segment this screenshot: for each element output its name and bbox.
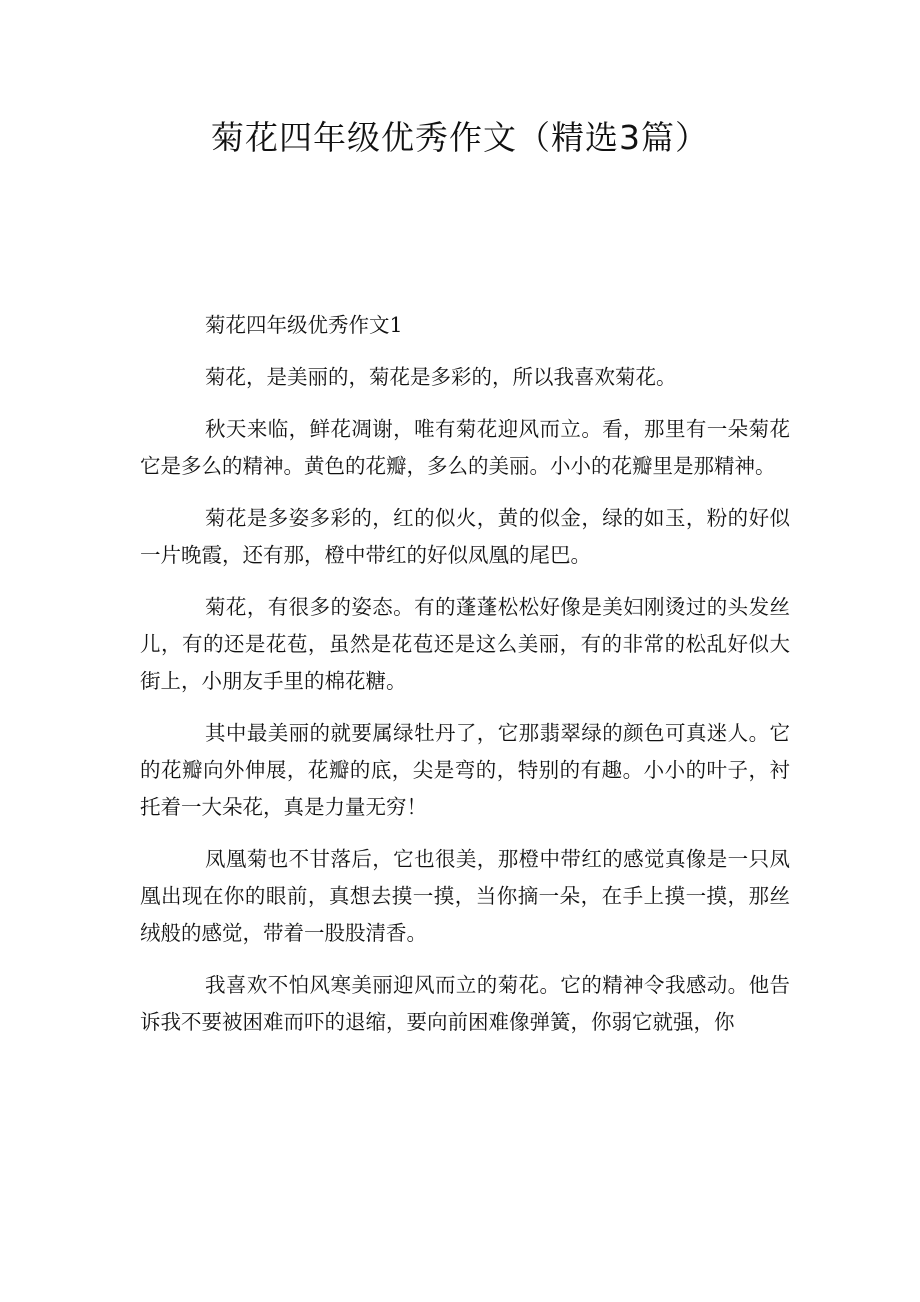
- paragraph: 凤凰菊也不甘落后，它也很美，那橙中带红的感觉真像是一只凤凰出现在你的眼前，真想去摸一摸，当你摘一朵，在手上摸一摸，那丝绒般的感觉，带着一股股清香。: [140, 847, 790, 945]
- paragraph: 菊花，是美丽的，菊花是多彩的，所以我喜欢菊花。: [205, 365, 677, 389]
- paragraph: 我喜欢不怕风寒美丽迎风而立的菊花。它的精神令我感动。他告诉我不要被困难而吓的退缩，要向前困难像弹簧，你弱它就强，你: [140, 973, 790, 1034]
- paragraph: 菊花是多姿多彩的，红的似火，黄的似金，绿的如玉，粉的好似一片晚霞，还有那，橙中带红的好似凤凰的尾巴。: [140, 506, 790, 567]
- paragraph: 秋天来临，鲜花凋谢，唯有菊花迎风而立。看，那里有一朵菊花它是多么的精神。黄色的花瓣，多么的美丽。小小的花瓣里是那精神。: [140, 417, 790, 478]
- paragraph: 其中最美丽的就要属绿牡丹了，它那翡翠绿的颜色可真迷人。它的花瓣向外伸展，花瓣的底，尖是弯的，特别的有趣。小小的叶子，衬托着一大朵花，真是力量无穷！: [140, 721, 790, 819]
- document-body: [140, 307, 790, 1056]
- document-title: 菊花四年级优秀作文（精选3篇）: [211, 118, 709, 157]
- section-heading: 菊花四年级优秀作文1: [205, 313, 403, 337]
- paragraph: 菊花，有很多的姿态。有的蓬蓬松松好像是美妇刚烫过的头发丝儿，有的还是花苞，虽然是花苞还是这么美丽，有的非常的松乱好似大街上，小朋友手里的棉花糖。: [140, 595, 790, 693]
